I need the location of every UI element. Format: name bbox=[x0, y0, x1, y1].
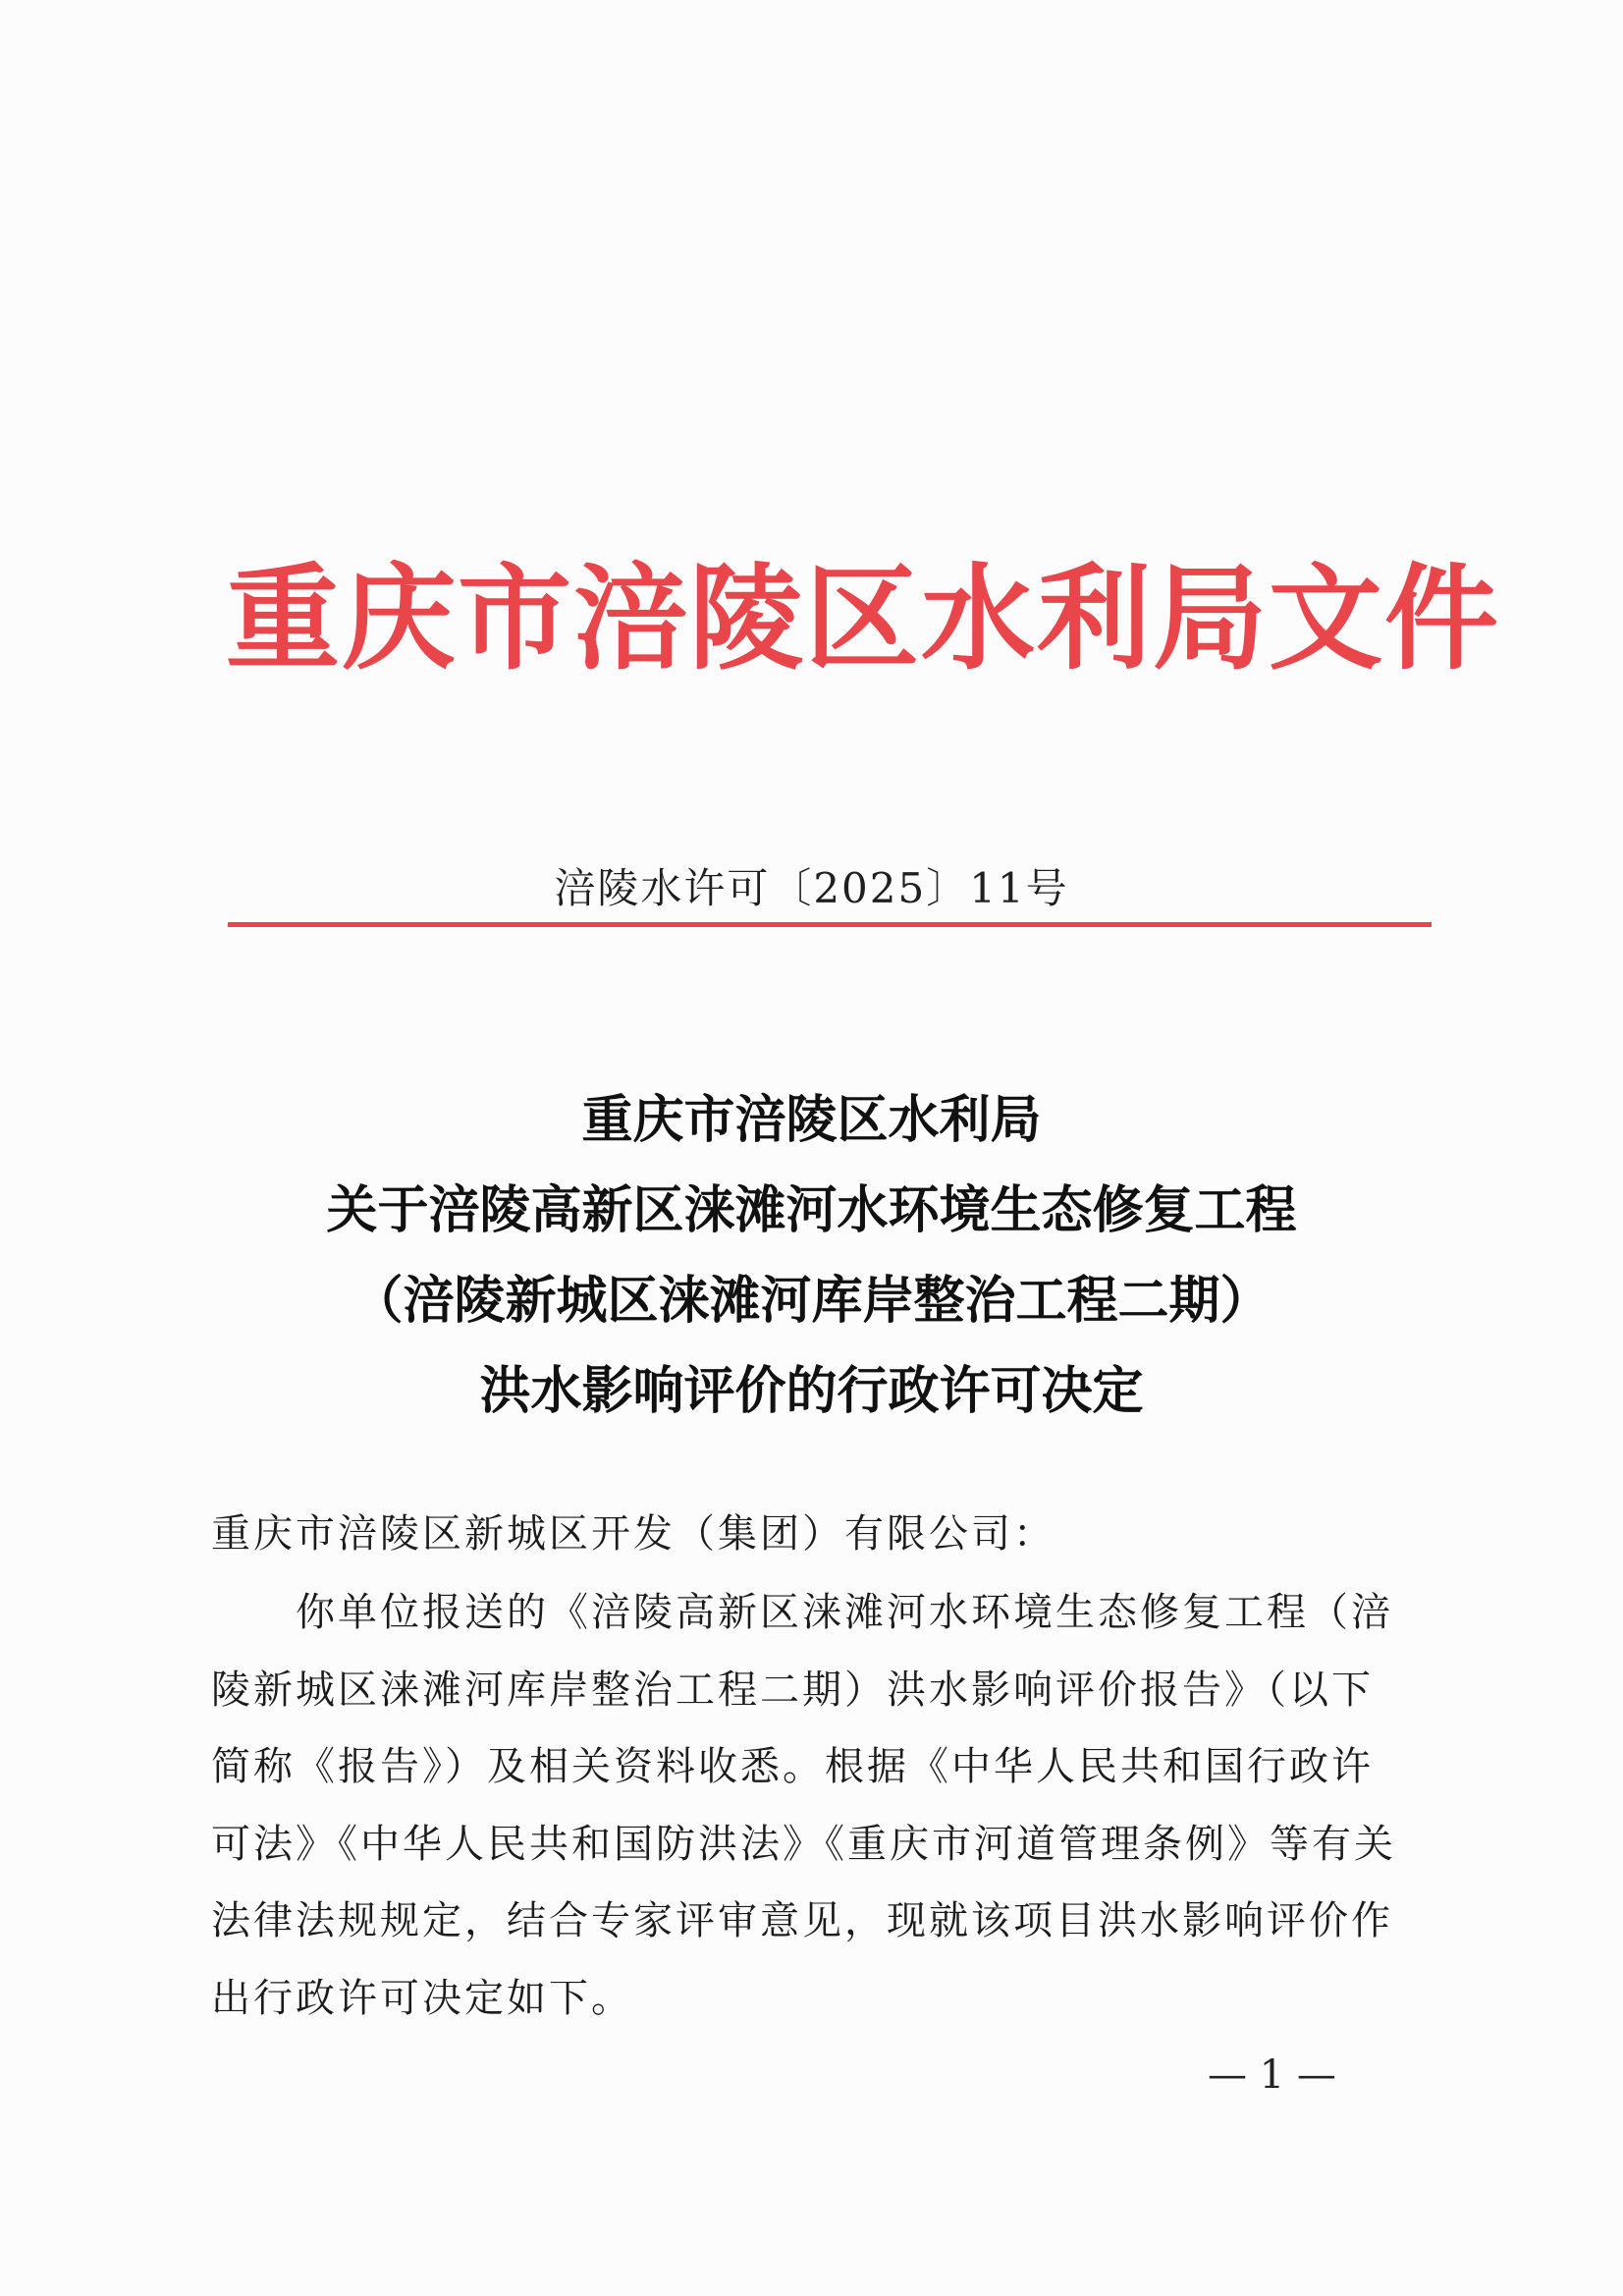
red-divider-rule bbox=[228, 922, 1432, 927]
page-number: — 1 — bbox=[1208, 2052, 1336, 2098]
title-line-1: 重庆市涪陵区水利局 bbox=[581, 1090, 1042, 1150]
body-line: 法律法规规定，结合专家评审意见，现就该项目洪水影响评价作 bbox=[211, 1898, 1393, 1943]
addressee-salutation: 重庆市涪陵区新城区开发（集团）有限公司： bbox=[211, 1511, 1055, 1557]
document-number: 涪陵水许可〔2025〕11号 bbox=[554, 864, 1069, 912]
body-line: 你单位报送的《涪陵高新区涞滩河水环境生态修复工程（涪 bbox=[296, 1590, 1393, 1635]
body-line: 出行政许可决定如下。 bbox=[211, 1975, 633, 2021]
decision-title bbox=[0, 1075, 1623, 1437]
body-line: 陵新城区涞滩河库岸整治工程二期）洪水影响评价报告》（以下 bbox=[211, 1667, 1374, 1713]
body-line: 简称《报告》）及相关资料收悉。根据《中华人民共和国行政许 bbox=[211, 1744, 1374, 1789]
body-paragraph bbox=[211, 1574, 1419, 2037]
org-header-title: 重庆市涪陵区水利局文件 bbox=[226, 552, 1500, 685]
title-line-2: 关于涪陵高新区涞滩河水环境生态修复工程 bbox=[326, 1180, 1297, 1240]
body-line: 可法》《中华人民共和国防洪法》《重庆市河道管理条例》等有关 bbox=[211, 1821, 1396, 1867]
title-line-4: 洪水影响评价的行政许可决定 bbox=[479, 1361, 1144, 1421]
title-line-3: （涪陵新城区涞滩河库岸整治工程二期） bbox=[352, 1271, 1271, 1331]
